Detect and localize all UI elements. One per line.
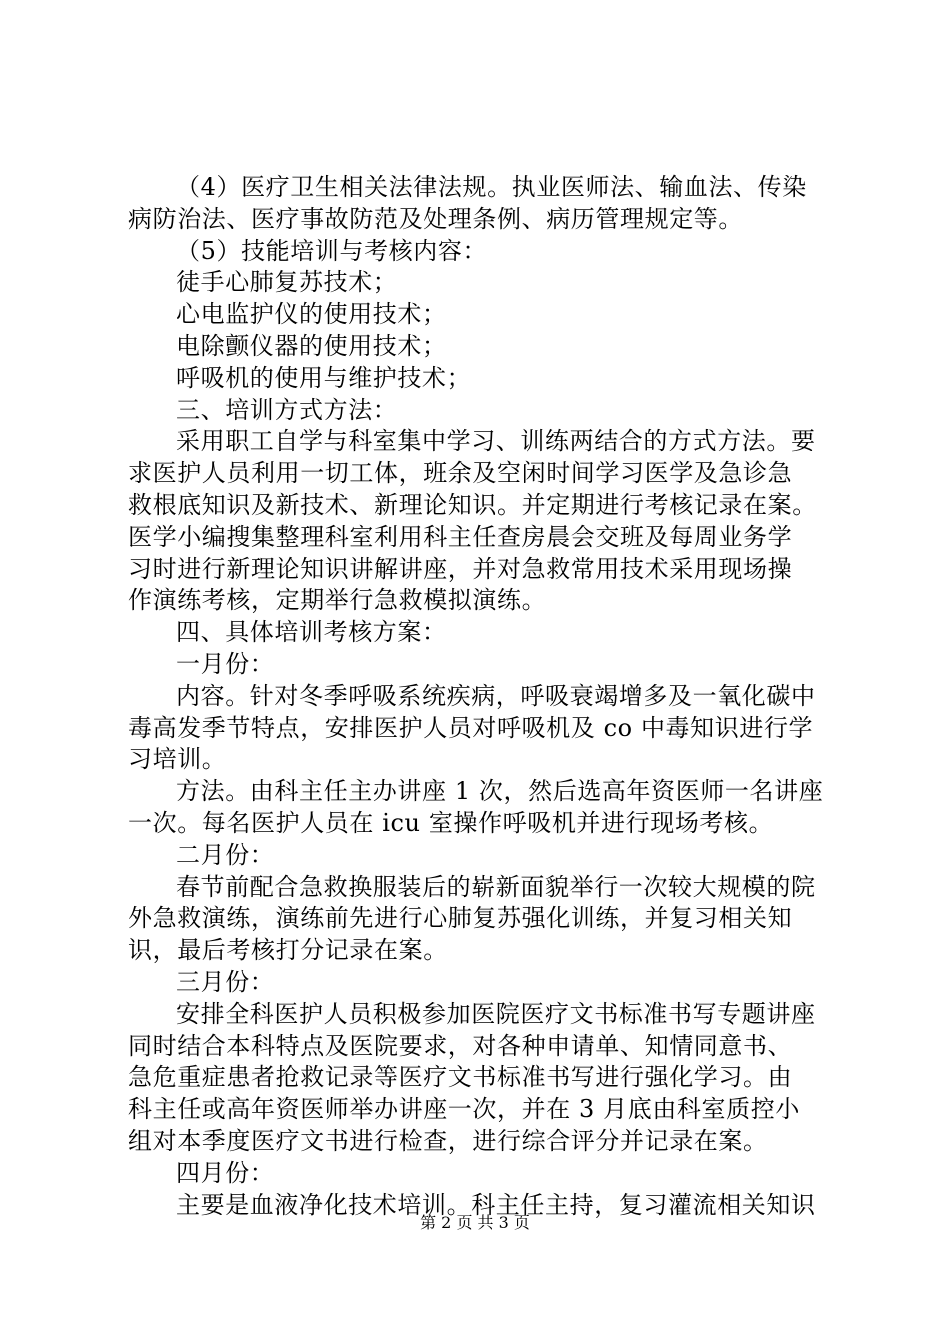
text-line: 救根底知识及新技术、新理论知识。并定期进行考核记录在案。 bbox=[128, 490, 817, 519]
text-line: 四月份： bbox=[176, 1158, 275, 1187]
text-line: 习培训。 bbox=[128, 745, 227, 774]
text-line: 外急救演练，演练前先进行心肺复苏强化训练，并复习相关知 bbox=[128, 904, 793, 933]
text-line: 方法。由科主任主办讲座 1 次，然后选高年资医师一名讲座 bbox=[176, 777, 824, 806]
text-line: 三月份： bbox=[176, 967, 275, 996]
document-body bbox=[128, 172, 848, 1221]
page-footer: 第 2 页 共 3 页 bbox=[420, 1213, 530, 1232]
text-line: 求医护人员利用一切工体，班余及空闲时间学习医学及急诊急 bbox=[128, 459, 793, 488]
text-line: 春节前配合急救换服装后的崭新面貌举行一次较大规模的院 bbox=[176, 872, 816, 901]
text-line: 一月份： bbox=[176, 649, 275, 678]
text-line: 作演练考核，定期举行急救模拟演练。 bbox=[128, 586, 547, 615]
text-line: 识，最后考核打分记录在案。 bbox=[128, 936, 448, 965]
text-line: 科主任或高年资医师举办讲座一次，并在 3 月底由科室质控小 bbox=[128, 1095, 800, 1124]
text-line: 二月份： bbox=[176, 840, 275, 869]
text-line: （5）技能培训与考核内容： bbox=[176, 236, 488, 265]
text-line: 习时进行新理论知识讲解讲座，并对急救常用技术采用现场操 bbox=[128, 554, 793, 583]
text-line: 内容。针对冬季呼吸系统疾病，呼吸衰竭增多及一氧化碳中 bbox=[176, 681, 816, 710]
text-line: 毒高发季节特点，安排医护人员对呼吸机及 co 中毒知识进行学 bbox=[128, 713, 814, 742]
text-line: 急危重症患者抢救记录等医疗文书标准书写进行强化学习。由 bbox=[128, 1063, 793, 1092]
text-line: 心电监护仪的使用技术； bbox=[176, 300, 447, 329]
text-line: 四、具体培训考核方案： bbox=[176, 618, 447, 647]
text-line: 病防治法、医疗事故防范及处理条例、病历管理规定等。 bbox=[128, 204, 743, 233]
text-line: 主要是血液净化技术培训。科主任主持，复习灌流相关知识 bbox=[176, 1190, 816, 1219]
text-line: 徒手心肺复苏技术； bbox=[176, 268, 398, 297]
text-line: 电除颤仪器的使用技术； bbox=[176, 331, 447, 360]
text-line: 三、培训方式方法： bbox=[176, 395, 398, 424]
text-line: 一次。每名医护人员在 icu 室操作呼吸机并进行现场考核。 bbox=[128, 808, 774, 837]
text-line: 安排全科医护人员积极参加医院医疗文书标准书写专题讲座 bbox=[176, 999, 816, 1028]
text-line: 呼吸机的使用与维护技术； bbox=[176, 363, 472, 392]
text-line: （4）医疗卫生相关法律法规。执业医师法、输血法、传染 bbox=[176, 173, 807, 201]
text-line: 医学小编搜集整理科室利用科主任查房晨会交班及每周业务学 bbox=[128, 522, 793, 551]
text-line: 采用职工自学与科室集中学习、训练两结合的方式方法。要 bbox=[176, 427, 816, 456]
text-line: 组对本季度医疗文书进行检查，进行综合评分并记录在案。 bbox=[128, 1126, 768, 1155]
text-line: 同时结合本科特点及医院要求，对各种申请单、知情同意书、 bbox=[128, 1031, 793, 1060]
